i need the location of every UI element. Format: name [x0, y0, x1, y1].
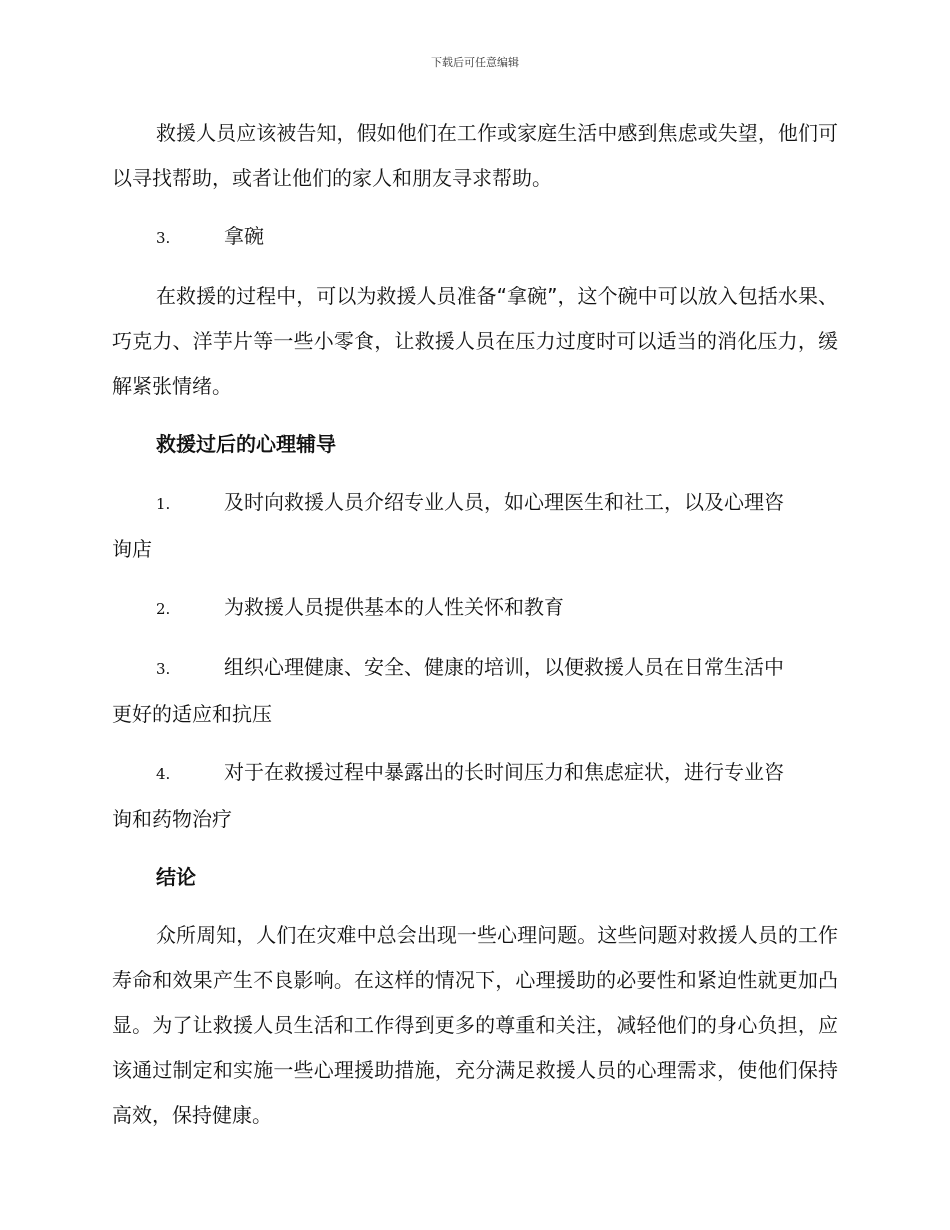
- list-number: 3.: [156, 229, 171, 247]
- page-header: 下载后可任意编辑: [431, 56, 519, 69]
- document-body: [112, 111, 838, 1151]
- list-item: [112, 585, 838, 632]
- list-item-text: 及时向救援人员介绍专业人员，如心理医生和社工，以及心理咨: [224, 490, 784, 514]
- list-number: 4.: [156, 765, 171, 783]
- section-heading-counseling: 救援过后的心理辅导: [156, 432, 336, 456]
- section-heading-conclusion: 结论: [156, 865, 196, 889]
- list-item-text: 对于在救援过程中暴露出的长时间压力和焦虑症状，进行专业咨: [224, 760, 784, 784]
- list-item-text: 组织心理健康、安全、健康的培训，以便救援人员在日常生活中: [224, 655, 784, 679]
- list-item: [112, 645, 838, 737]
- list-item-continuation: 更好的适应和抗压: [112, 702, 272, 726]
- list-item: [112, 480, 838, 572]
- list-item-text: 拿碗: [224, 224, 264, 248]
- list-item: [112, 750, 838, 842]
- paragraph-help: 救援人员应该被告知，假如他们在工作或家庭生活中感到焦虑或失望，他们可以寻找帮助，或者让他们的家人和朋友寻求帮助。: [112, 121, 838, 190]
- list-number: 1.: [156, 495, 171, 513]
- paragraph-bowl: 在救援的过程中，可以为救援人员准备“拿碗”，这个碗中可以放入包括水果、巧克力、洋芋片等一些小零食，让救援人员在压力过度时可以适当的消化压力，缓解紧张情绪。: [112, 284, 838, 398]
- list-item-text: 为救援人员提供基本的人性关怀和教育: [224, 595, 564, 619]
- paragraph-conclusion: 众所周知，人们在灾难中总会出现一些心理问题。这些问题对救援人员的工作寿命和效果产生不良影响。在这样的情况下，心理援助的必要性和紧迫性就更加凸显。为了让救援人员生活和工作得到更多的尊重和关注，减轻他们的身心负担，应该通过制定和实施一些心理援助措施，充分满足救援人员的心理需求，使他们保持高效，保持健康。: [112, 923, 838, 1127]
- list-number: 2.: [156, 600, 171, 618]
- list-item-bowl: [112, 214, 838, 261]
- list-item-continuation: 询和药物治疗: [112, 807, 232, 831]
- list-number: 3.: [156, 660, 171, 678]
- list-item-continuation: 询店: [112, 537, 152, 561]
